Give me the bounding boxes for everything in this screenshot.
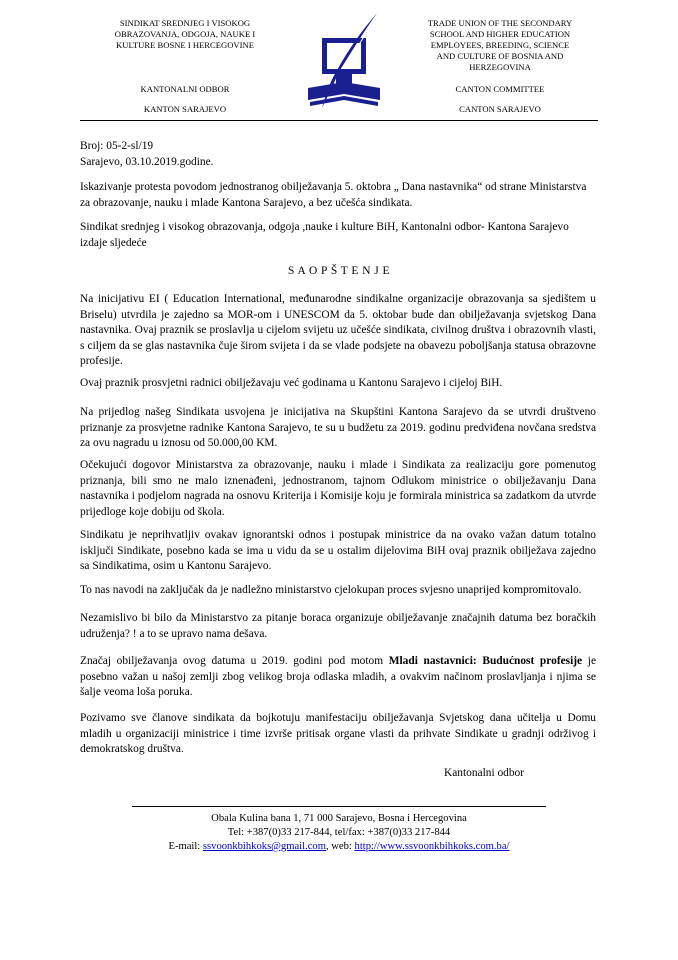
- paragraph-line: Ovaj praznik prosvjetni radnici obilježavaju već godinama u Kantonu Sarajevo i cijeloj BiH.: [80, 377, 503, 389]
- intro-line: Iskazivanje protesta povodom jednostranog obilježavanja 5. oktobra „ Dana nastavnika“ od strane Ministarstva: [80, 181, 587, 193]
- header-left-org: [92, 18, 278, 51]
- union-logo: [296, 8, 392, 120]
- paragraph-line: priznanje za prosvjetne radnike Kantona Sarajevo, te su u budžetu za 2019. godinu predviđena novčana sredstva: [80, 421, 596, 434]
- header-right-org-line: TRADE UNION OF THE SECONDARY: [427, 18, 573, 28]
- logo-monitor-screen: [327, 43, 361, 69]
- paragraph-line: Na inicijativu EI ( Education International, međunarodne sindikalne organizacije obrazovanja sa sjedištem u: [80, 293, 596, 305]
- paragraph-conclusion: [80, 583, 596, 599]
- header-right-org-line: AND CULTURE OF BOSNIA AND: [436, 51, 564, 61]
- footer-address: Obala Kulina bana 1, 71 000 Sarajevo, Bosna i Hercegovina: [211, 813, 467, 824]
- email-label: E-mail:: [168, 841, 203, 852]
- paragraph-line: [80, 654, 596, 670]
- header-right-canton: CANTON SARAJEVO: [459, 104, 541, 114]
- header-right-org-line: SCHOOL AND HIGHER EDUCATION: [429, 29, 571, 39]
- issuer-line: izdaje sljedeće: [80, 236, 147, 249]
- paragraph-boycott-call: [80, 711, 596, 758]
- document-number: Broj: 05-2-sl/19: [80, 140, 154, 152]
- document-date: Sarajevo, 03.10.2019.godine.: [80, 156, 214, 168]
- paragraph-line: To nas navodi na zaključak da je nadležno ministarstvo cjelokupan proces svjesno unaprijed kompromitovalo.: [80, 584, 582, 596]
- paragraph-line: profesije.: [80, 355, 123, 368]
- intro-line: za obrazovanje, nauku i mlade Kantona Sarajevo, a bez učešća sindikata.: [80, 196, 413, 209]
- paragraph-line: udruženja? ! a to se upravo nama dešava.: [80, 627, 268, 640]
- paragraph-line: Na prijedlog našeg Sindikata usvojena je inicijativa na Skupštini Kantona Sarajevo da se utvrdi društveno: [80, 406, 596, 418]
- paragraph-line: prijedloge koje dobiju od škola.: [80, 505, 225, 518]
- paragraph-line: nastavnika i podjelom nagrada na osnovu Kriterija i Komisije koju je formirala ministrica sa zadatkom da utvrde: [80, 490, 596, 503]
- intro-paragraph: [80, 180, 596, 211]
- paragraph-celebration: [80, 376, 596, 392]
- header-left-committee: KANTONALNI ODBOR: [140, 84, 230, 94]
- issuer-paragraph: [80, 220, 596, 251]
- paragraph-line: s ciljem da se glas nastavnika čuje širom svijeta i da se vlade podsjete na obavezu poboljšanja statusa obrazovne: [80, 339, 596, 352]
- paragraph-line: sa Sindikatima, osim u Kantonu Sarajevo.: [80, 560, 272, 573]
- header-right-org-line: HERZEGOVINA: [469, 62, 531, 72]
- paragraph-text: je: [582, 655, 597, 667]
- header-right-committee: CANTON COMMITTEE: [455, 84, 545, 94]
- paragraph-line: posebno važan u našoj zemlji zbog velikog broja odlaska mladih, a ovakvim načinom proslavljanja i njima se: [80, 670, 596, 683]
- header-left-org-line: OBRAZOVANJA, ODGOJA, NAUKE I: [114, 29, 256, 39]
- footer-contacts: [80, 840, 598, 854]
- paragraph-expectation: [80, 458, 596, 520]
- paragraph-line: Nezamislivo bi bilo da Ministarstvo za pitanje boraca organizuje obilježavanje značajnih datuma bez boračkih: [80, 612, 596, 624]
- header-divider: [80, 120, 598, 121]
- paragraph-line: Pozivamo sve članove sindikata da bojkotuju manifestaciju obilježavanja Svjetskog dana učitelja u Domu: [80, 712, 596, 724]
- header-right-org: [410, 18, 590, 73]
- web-label: , web:: [325, 841, 355, 852]
- issuer-line: Sindikat srednjeg i visokog obrazovanja, odgoja ,nauke i kulture BiH, Kantonalni odbor- Kantona Sarajevo: [80, 221, 569, 233]
- header-left-org-line: SINDIKAT SREDNJEG I VISOKOG: [119, 18, 251, 28]
- paragraph-significance: [80, 654, 596, 701]
- paragraph-line: isključi Sindikate, posebno kada se ima u vidu da se u ostalim dijelovima BiH ovaj praznik obilježava zajedno: [80, 544, 596, 557]
- email-link[interactable]: ssvoonkbihkoks@gmail.com: [202, 841, 326, 852]
- document-title: S A O P Š T E N J E: [287, 265, 391, 277]
- paragraph-line: nastavnika. Ovaj praznik se proslavlja u cijelom svijetu uz učešće sindikata, civilnog društva i obrazovnih vlasti,: [80, 324, 596, 337]
- paragraph-line: za ovu nagradu u iznosu od 50.000,00 KM.: [80, 437, 278, 450]
- website-link[interactable]: http://www.ssvoonkbihkoks.com.ba/: [354, 841, 510, 852]
- paragraph-text: Značaj obilježavanja ovog datuma u 2019. godini pod motom: [80, 655, 389, 667]
- header-left-canton: KANTON SARAJEVO: [143, 104, 227, 114]
- paragraph-unacceptable: [80, 528, 596, 575]
- paragraph-unimaginable: [80, 611, 596, 642]
- paragraph-line: mladih u organizaciji ministrice i time izvrše pritisak organe vlasti da prihvate Sindikate u gradnji održivog i: [80, 727, 596, 740]
- paragraph-line: demokratskog društva.: [80, 743, 184, 756]
- motto: Mladi nastavnici: Budućnost profesije: [388, 655, 583, 667]
- paragraph-line: šalje veoma loša poruka.: [80, 686, 193, 699]
- signature: Kantonalni odbor: [444, 767, 525, 779]
- paragraph-line: priznanja, bili smo ne malo iznenađeni, jednostranom, tajnom Odlukom ministrice o obilježavanju Dana: [80, 474, 596, 487]
- paragraph-line: Očekujući dogovor Ministarstva za obrazovanje, nauku i mlade i Sindikata za realizaciju gore pomenutog: [80, 459, 596, 471]
- header-left-org-line: KULTURE BOSNE I HERCEGOVINE: [116, 40, 254, 50]
- header-right-org-line: EMPLOYEES, BREEDING, SCIENCE: [430, 40, 570, 50]
- footer-divider: [132, 806, 546, 807]
- paragraph-ei-initiative: [80, 292, 596, 370]
- paragraph-proposal: [80, 405, 596, 452]
- paragraph-line: Sindikatu je neprihvatljiv ovakav ignorantski odnos i postupak ministrice da na ovako važan datum totalno: [80, 529, 596, 541]
- paragraph-line: Briselu) utvrdila je zajedno sa MOR-om i UNESCOM da 5. oktobar bude dan obilježavanja svjetskog Dana: [80, 308, 596, 321]
- footer-phones: Tel: +387(0)33 217-844, tel/fax: +387(0)33 217-844: [227, 827, 451, 838]
